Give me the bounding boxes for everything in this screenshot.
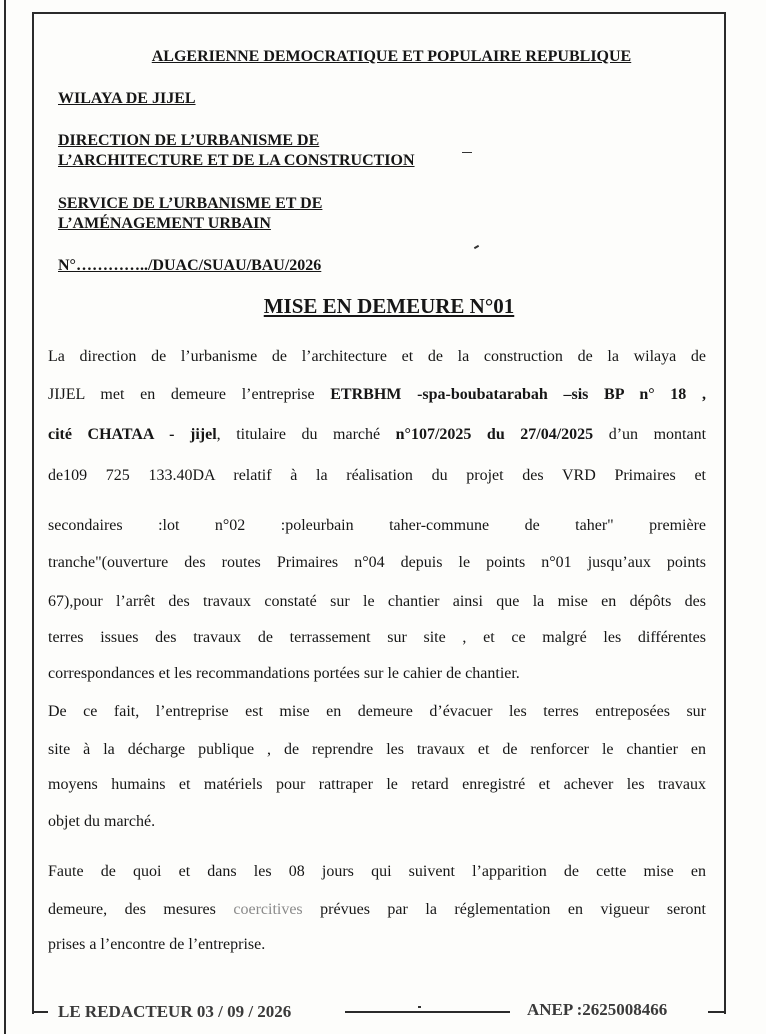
company-address: cité CHATAA - jijel [48,426,217,443]
page-edge-line [4,0,6,1034]
frame-bottom-left [32,1011,48,1013]
service-line-2: L’AMÉNAGEMENT URBAIN [58,215,271,232]
company-name: ETRBHM -spa-boubatarabah –sis BP n° 18 , [330,386,707,403]
body-line: Faute de quoi et dans les 08 jours qui suivent l’apparition de cette mise en [48,863,706,880]
body-line: prises a l’encontre de l’entreprise. [48,936,266,953]
body-line: moyens humains et matériels pour rattraper le retard enregistré et achever les travaux [48,776,706,793]
redacteur-signature-line: LE REDACTEUR 03 / 09 / 2026 [58,1002,292,1021]
country-heading: ALGERIENNE DEMOCRATIQUE ET POPULAIRE REPUBLIQUE [151,48,632,65]
body-line: de109 725 133.40DA relatif à la réalisation du projet des VRD Primaires et [48,467,706,484]
anep-number: ANEP :2625008466 [527,1000,668,1019]
body-line: objet du marché. [48,813,156,830]
frame-bottom-right [708,1011,724,1013]
body-line: terres issues des travaux de terrassement sur site , et ce malgré les différentes [48,629,706,646]
direction-line-2: L’ARCHITECTURE ET DE LA CONSTRUCTION [58,152,415,169]
body-line: correspondances et les recommandations portées sur le cahier de chantier. [48,665,520,682]
body-line: La direction de l’urbanisme de l’architecture et de la construction de la wilaya de [48,348,706,365]
body-line: De ce fait, l’entreprise est mise en demeure d’évacuer les terres entreposées sur [48,703,706,720]
frame-bottom-middle [345,1011,510,1013]
scan-speck [462,152,472,153]
reference-number: N°…………../DUAC/SUAU/BAU/2026 [58,257,322,274]
faded-word: coercitives [233,901,303,918]
scan-speck [418,1006,421,1008]
body-line: JIJEL met en demeure l’entreprise ETRBHM -spa-boubatarabah –sis BP n° 18 , [48,386,707,403]
body-line: site à la décharge publique , de reprendre les travaux et de renforcer le chantier en [48,741,706,758]
direction-line-1: DIRECTION DE L’URBANISME DE [58,132,320,149]
document-title: MISE EN DEMEURE N°01 [263,294,515,318]
wilaya-heading: WILAYA DE JIJEL [58,90,196,107]
service-heading [58,194,322,234]
body-line: demeure, des mesures coercitives prévues par la réglementation en vigueur seront [48,901,706,918]
body-line: secondaires :lot n°02 :poleurbain taher-commune de taher" première [48,517,706,534]
direction-heading [58,131,415,171]
body-line: cité CHATAA - jijel, titulaire du marché n°107/2025 du 27/04/2025 d’un montant [48,426,707,443]
service-line-1: SERVICE DE L’URBANISME ET DE [58,195,323,212]
contract-number: n°107/2025 du 27/04/2025 [395,426,594,443]
body-line: 67),pour l’arrêt des travaux constaté sur le chantier ainsi que la mise en dépôts des [48,593,706,610]
body-line: tranche"(ouverture des routes Primaires n°04 depuis le points n°01 jusqu’aux points [48,554,706,571]
